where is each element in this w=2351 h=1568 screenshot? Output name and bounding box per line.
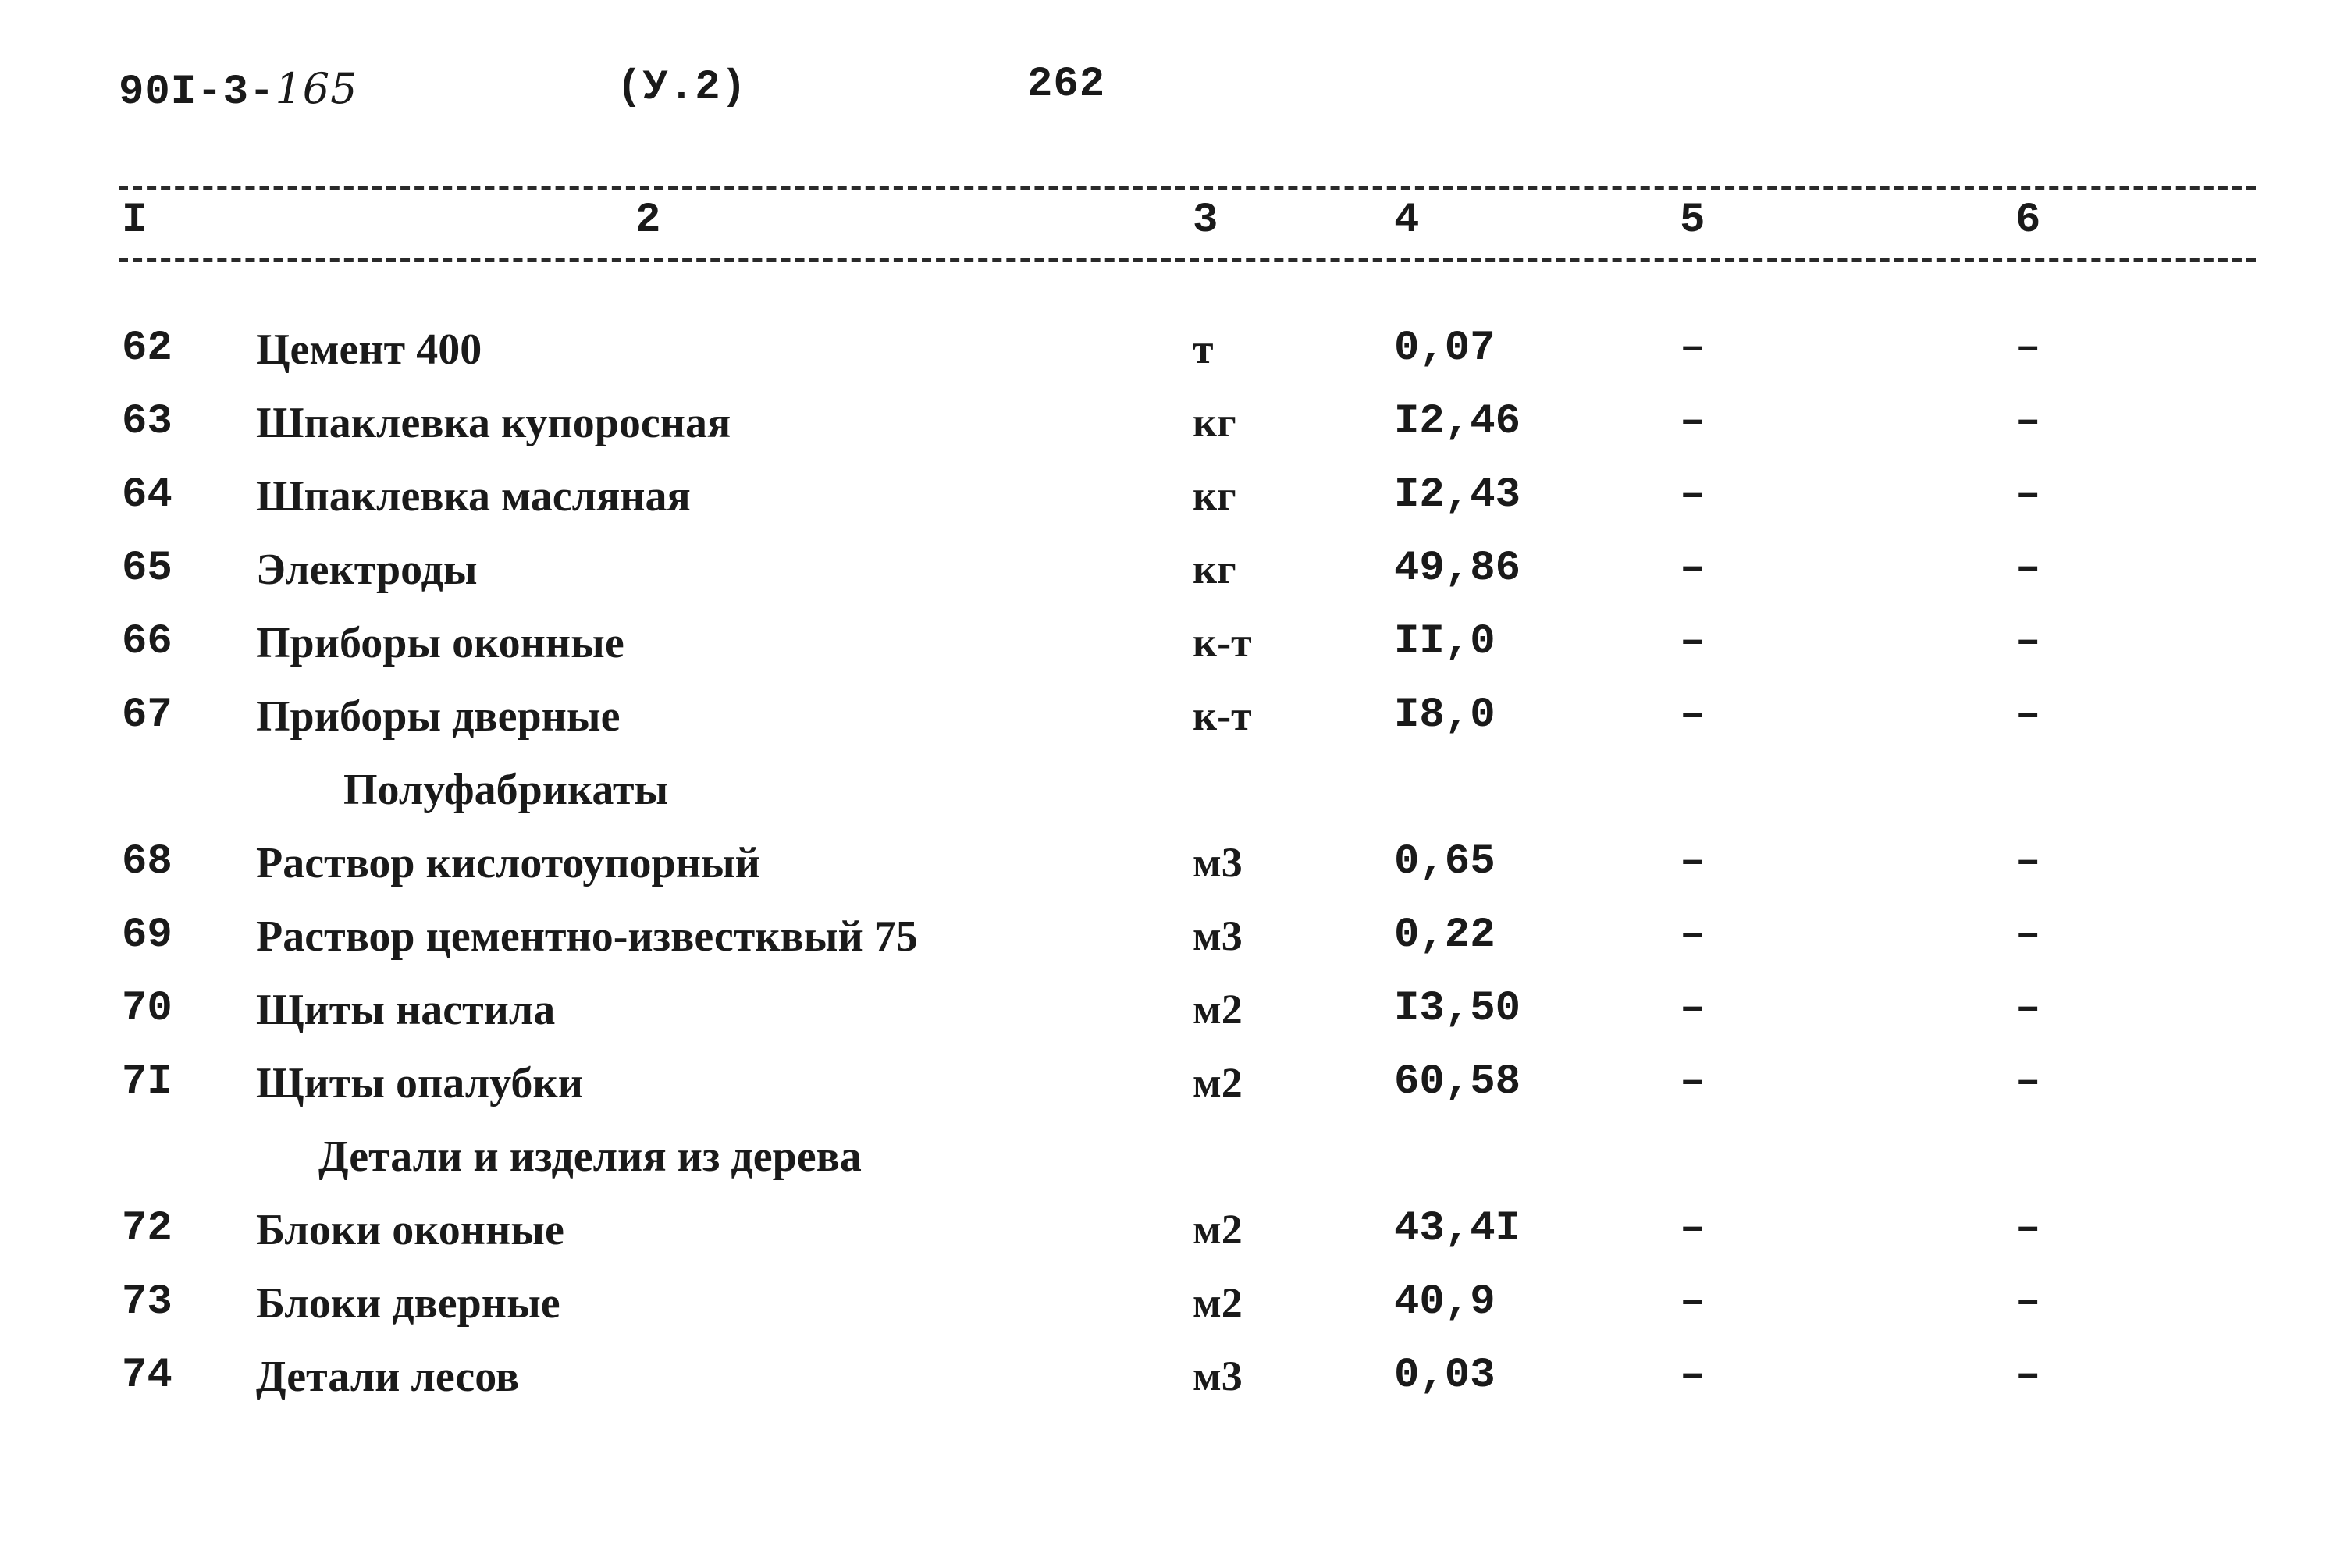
material-name: Электроды: [256, 546, 478, 594]
material-name: Шпаклевка масляная: [256, 472, 691, 521]
section-heading: Детали и изделия из дерева: [318, 1132, 862, 1181]
row-number: 65: [122, 545, 173, 592]
material-name: Раствор цементно-известквый 75: [256, 912, 918, 961]
quantity: I2,43: [1394, 471, 1521, 519]
row-number: 7I: [122, 1058, 173, 1106]
column-number-3: 3: [1193, 197, 1218, 244]
unit-of-measure: кг: [1193, 546, 1236, 592]
column-5-value: –: [1680, 398, 1705, 446]
column-5-value: –: [1680, 471, 1705, 519]
material-name: Цемент 400: [256, 325, 482, 374]
material-name: Приборы оконные: [256, 619, 624, 667]
material-name: Блоки дверные: [256, 1279, 560, 1328]
quantity: I3,50: [1394, 985, 1521, 1033]
column-5-value: –: [1680, 838, 1705, 886]
column-6-value: –: [2015, 838, 2041, 886]
column-5-value: –: [1680, 545, 1705, 592]
row-number: 74: [122, 1352, 173, 1399]
column-6-value: –: [2015, 1205, 2041, 1253]
column-6-value: –: [2015, 398, 2041, 446]
column-6-value: –: [2015, 1278, 2041, 1326]
quantity: 49,86: [1394, 545, 1521, 592]
unit-of-measure: к-т: [1193, 692, 1252, 739]
column-6-value: –: [2015, 912, 2041, 959]
quantity: 0,03: [1394, 1352, 1496, 1399]
unit-of-measure: м2: [1193, 1279, 1243, 1326]
unit-of-measure: кг: [1193, 472, 1236, 519]
material-name: Детали лесов: [256, 1353, 520, 1401]
row-number: 63: [122, 398, 173, 446]
material-name: Блоки оконные: [256, 1206, 564, 1254]
document-code-handwritten: 165: [275, 64, 358, 113]
unit-of-measure: м3: [1193, 1353, 1243, 1399]
column-5-value: –: [1680, 912, 1705, 959]
unit-of-measure: т: [1193, 325, 1214, 372]
column-6-value: –: [2015, 1352, 2041, 1399]
material-name: Шпаклевка купоросная: [256, 399, 731, 447]
column-5-value: –: [1680, 1352, 1705, 1399]
material-name: Щиты настила: [256, 986, 556, 1034]
column-number-2: 2: [635, 197, 661, 244]
quantity: I8,0: [1394, 692, 1496, 739]
column-6-value: –: [2015, 545, 2041, 592]
column-number-4: 4: [1394, 197, 1420, 244]
column-6-value: –: [2015, 985, 2041, 1033]
quantity: 60,58: [1394, 1058, 1521, 1106]
column-5-value: –: [1680, 325, 1705, 372]
column-6-value: –: [2015, 325, 2041, 372]
quantity: I2,46: [1394, 398, 1521, 446]
column-5-value: –: [1680, 1058, 1705, 1106]
document-code-printed: 90I-3-: [119, 69, 276, 116]
column-6-value: –: [2015, 471, 2041, 519]
unit-of-measure: м2: [1193, 1206, 1243, 1253]
column-number-5: 5: [1680, 197, 1705, 244]
row-number: 64: [122, 471, 173, 519]
page-number: 262: [1027, 61, 1106, 108]
column-5-value: –: [1680, 985, 1705, 1033]
unit-of-measure: м3: [1193, 839, 1243, 886]
table-top-rule: [119, 186, 2256, 190]
volume-label: (У.2): [617, 64, 748, 112]
material-name: Щиты опалубки: [256, 1059, 583, 1108]
row-number: 73: [122, 1278, 173, 1326]
column-5-value: –: [1680, 692, 1705, 739]
column-5-value: –: [1680, 1205, 1705, 1253]
table-header-rule: [119, 258, 2256, 262]
material-name: Раствор кислотоупорный: [256, 839, 760, 887]
unit-of-measure: к-т: [1193, 619, 1252, 666]
unit-of-measure: м3: [1193, 912, 1243, 959]
row-number: 70: [122, 985, 173, 1033]
row-number: 69: [122, 912, 173, 959]
unit-of-measure: кг: [1193, 399, 1236, 446]
unit-of-measure: м2: [1193, 986, 1243, 1033]
quantity: 0,07: [1394, 325, 1496, 372]
column-6-value: –: [2015, 1058, 2041, 1106]
quantity: II,0: [1394, 618, 1496, 666]
unit-of-measure: м2: [1193, 1059, 1243, 1106]
column-5-value: –: [1680, 618, 1705, 666]
quantity: 0,65: [1394, 838, 1496, 886]
quantity: 0,22: [1394, 912, 1496, 959]
section-heading: Полуфабрикаты: [343, 766, 669, 814]
row-number: 62: [122, 325, 173, 372]
row-number: 68: [122, 838, 173, 886]
column-number-6: 6: [2015, 197, 2041, 244]
column-5-value: –: [1680, 1278, 1705, 1326]
quantity: 43,4I: [1394, 1205, 1521, 1253]
column-6-value: –: [2015, 618, 2041, 666]
quantity: 40,9: [1394, 1278, 1496, 1326]
column-6-value: –: [2015, 692, 2041, 739]
row-number: 66: [122, 618, 173, 666]
row-number: 72: [122, 1205, 173, 1253]
row-number: 67: [122, 692, 173, 739]
column-number-1: I: [122, 197, 148, 244]
material-name: Приборы дверные: [256, 692, 621, 741]
document-code: [119, 64, 358, 116]
